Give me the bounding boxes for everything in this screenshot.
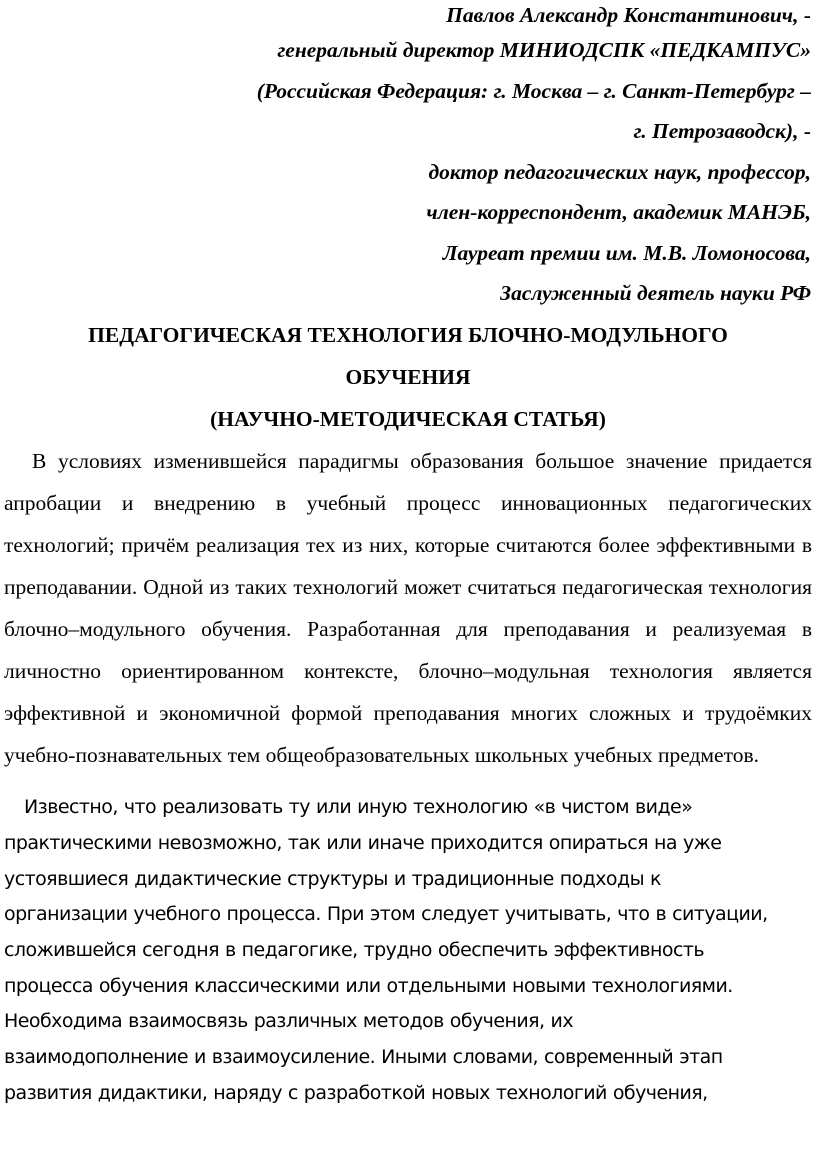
author-line: Павлов Александр Константинович, - (446, 3, 811, 27)
author-line: г. Петрозаводск), - (633, 119, 811, 143)
paragraph-2-line: взаимодополнение и взаимоусиление. Иными словами, современный этап (4, 1046, 723, 1069)
paragraph-2-line: Необходима взаимосвязь различных методов обучения, их (4, 1010, 574, 1033)
paragraph-2-line: Известно, что реализовать ту или иную технологию «в чистом виде» (24, 796, 693, 819)
author-line: член-корреспондент, академик МАНЭБ, (426, 200, 811, 224)
paragraph-2-line: устоявшиеся дидактические структуры и традиционные подходы к (4, 867, 661, 890)
paragraph-1: В условиях изменившейся парадигмы образования большое значение придается апробации и внедрению в учебный процесс инновационных педагогических технологий; причём реализация тех из них, которые считаются более эффективными в преподавании. Одной из таких технологий может считаться педагогическая технология блочно–модульного обучения. Разработанная для преподавания и реализуемая в личностно ориентированном контексте, блочно–модульная технология является эффективной и экономичной формой преподавания многих сложных и трудоёмких учебно-познавательных тем общеобразовательных школьных учебных предметов. (4, 448, 812, 768)
paragraph-2-line: развития дидактики, наряду с разработкой новых технологий обучения, (4, 1081, 708, 1104)
author-line: Заслуженный деятель науки РФ (500, 281, 811, 305)
author-line: генеральный директор МИНИОДСПК «ПЕДКАМПУС» (277, 38, 811, 62)
title-line-1: ПЕДАГОГИЧЕСКАЯ ТЕХНОЛОГИЯ БЛОЧНО-МОДУЛЬНОГО (88, 322, 728, 347)
title-line-2: ОБУЧЕНИЯ (345, 364, 471, 389)
author-line: (Российская Федерация: г. Москва – г. Санкт-Петербург – (256, 78, 811, 103)
paragraph-2-line: процесса обучения классическими или отдельными новыми технологиями. (4, 974, 733, 997)
paragraph-2-line: организации учебного процесса. При этом следует учитывать, что в ситуации, (4, 903, 768, 926)
article-subtitle: (НАУЧНО-МЕТОДИЧЕСКАЯ СТАТЬЯ) (210, 406, 606, 431)
paragraph-2-line: сложившейся сегодня в педагогике, трудно обеспечить эффективность (4, 939, 705, 962)
paragraph-2-line: практическими невозможно, так или иначе приходится опираться на уже (4, 831, 722, 854)
author-line: доктор педагогических наук, профессор, (428, 159, 811, 184)
author-block (4, 0, 812, 314)
author-line: Лауреат премии им. М.В. Ломоносова, (442, 240, 811, 265)
paragraph-2 (4, 790, 812, 1111)
article-title (4, 314, 812, 440)
